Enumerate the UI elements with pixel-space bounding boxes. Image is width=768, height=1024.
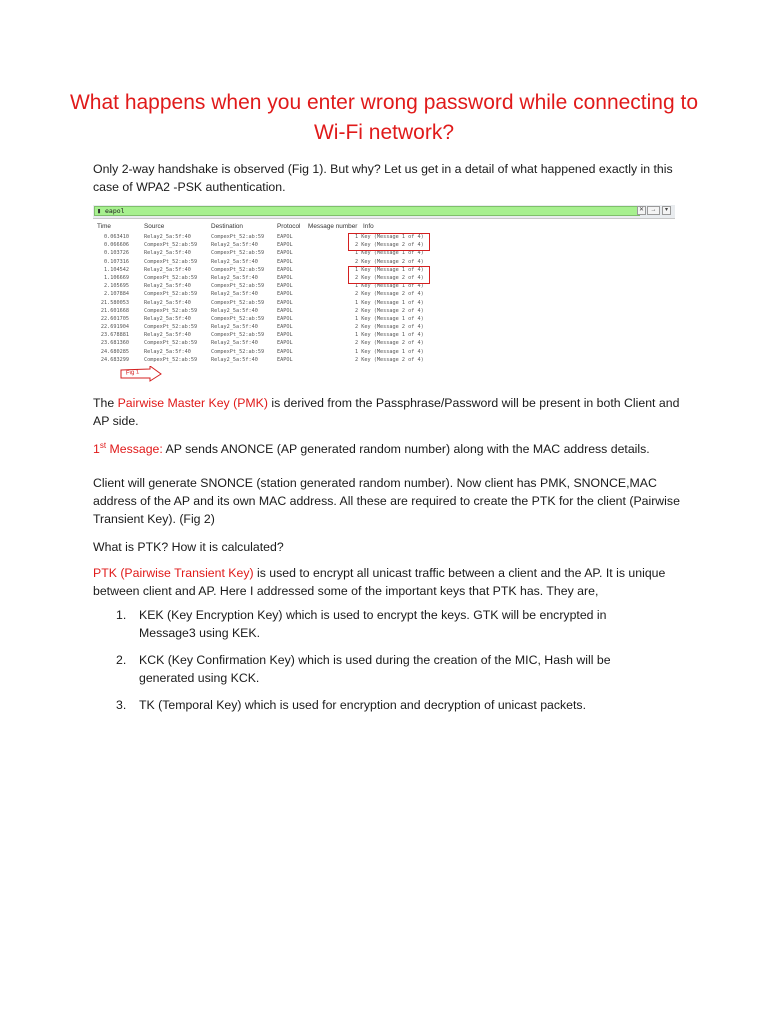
cell-protocol: EAPOL [277, 234, 293, 240]
packet-list-header [93, 222, 675, 231]
cell-destination: CompexPt_52:ab:59 [211, 234, 265, 240]
display-filter-bar [93, 205, 675, 219]
cell-time: 1.104542 [104, 266, 129, 273]
first-message-text: AP sends ANONCE (AP generated random number) along with the MAC address details. [162, 442, 650, 456]
pmk-paragraph [93, 394, 683, 430]
cell-info: 1 Key (Message 1 of 4) [355, 283, 424, 290]
list-number: 3. [116, 698, 127, 712]
cell-protocol: EAPOL [277, 307, 293, 314]
display-filter-input[interactable] [94, 206, 640, 216]
cell-time: 0.066606 [104, 242, 129, 249]
cell-time: 23.681360 [100, 340, 129, 347]
list-item [93, 651, 653, 687]
cell-protocol: EAPOL [277, 283, 293, 290]
cell-info: 2 Key (Message 2 of 4) [355, 274, 424, 281]
cell-source: Relay2_5a:5f:40 [144, 250, 191, 257]
cell-protocol: EAPOL [277, 315, 293, 322]
cell-destination: CompexPt_52:ab:59 [211, 332, 265, 339]
cell-source: Relay2_5a:5f:40 [144, 315, 191, 322]
cell-source: CompexPt_52:ab:59 [144, 242, 198, 249]
cell-source: Relay2_5a:5f:40 [144, 332, 191, 339]
table-row[interactable] [93, 348, 675, 356]
cell-time: 2.105695 [104, 283, 129, 290]
cell-time: 24.683299 [100, 356, 129, 363]
cell-destination: Relay2_5a:5f:40 [211, 274, 258, 281]
key-term: TK (Temporal Key) [139, 698, 242, 712]
cell-time: 0.107316 [104, 258, 129, 265]
client-paragraph: Client will generate SNONCE (station generated random number). Now client has PMK, SNONCE,MAC address of the AP and its own MAC address. All these are required to create the PTK for the client (Pairwise Transient Key). (Fig 2) [93, 476, 680, 526]
cell-destination: Relay2_5a:5f:40 [211, 291, 258, 298]
cell-time: 1.106669 [104, 274, 129, 281]
key-description: which is used during the creation of the MIC, Hash will be generated using KCK. [139, 653, 611, 685]
cell-info: 2 Key (Message 2 of 4) [355, 356, 424, 363]
list-item [93, 606, 653, 642]
ptk-term: PTK (Pairwise Transient Key) [93, 566, 254, 580]
key-list [93, 606, 653, 723]
apply-filter-icon[interactable]: → [647, 206, 660, 215]
cell-time: 0.103726 [104, 250, 129, 257]
key-term: KEK (Key Encryption Key) [139, 608, 283, 622]
cell-destination: Relay2_5a:5f:40 [211, 258, 258, 265]
key-term: KCK (Key Confirmation Key) [139, 653, 295, 667]
intro-paragraph: Only 2-way handshake is observed (Fig 1). But why? Let us get in a detail of what happened exactly in this case of WPA2 -PSK authentication. [93, 162, 673, 194]
cell-source: CompexPt_52:ab:59 [144, 340, 198, 347]
pmk-text: is derived from the Passphrase/Password will be present in both Client and AP side. [93, 396, 680, 428]
cell-source: Relay2_5a:5f:40 [144, 234, 191, 240]
chevron-down-icon[interactable]: ▾ [662, 206, 671, 215]
table-row[interactable] [93, 356, 675, 364]
table-row[interactable] [93, 323, 675, 331]
table-row[interactable] [93, 258, 675, 266]
cell-source: Relay2_5a:5f:40 [144, 348, 191, 355]
cell-time: 21.601668 [100, 307, 129, 314]
key-description: which is used for encryption and decryption of unicast packets. [241, 698, 586, 712]
list-item [93, 696, 653, 714]
cell-source: CompexPt_52:ab:59 [144, 324, 198, 331]
cell-destination: Relay2_5a:5f:40 [211, 242, 258, 249]
cell-info: 1 Key (Message 1 of 4) [355, 299, 424, 306]
cell-source: CompexPt_52:ab:59 [144, 307, 198, 314]
cell-protocol: EAPOL [277, 348, 293, 355]
cell-info: 2 Key (Message 2 of 4) [355, 340, 424, 347]
cell-protocol: EAPOL [277, 324, 293, 331]
cell-source: CompexPt_52:ab:59 [144, 274, 198, 281]
cell-time: 22.601705 [100, 315, 129, 322]
cell-info: 1 Key (Message 1 of 4) [355, 348, 424, 355]
table-row[interactable] [93, 339, 675, 347]
cell-source: CompexPt_52:ab:59 [144, 356, 198, 363]
packet-capture-figure [93, 205, 675, 365]
first-message-number: 1 [93, 442, 100, 456]
cell-source: CompexPt_52:ab:59 [144, 258, 198, 265]
cell-destination: Relay2_5a:5f:40 [211, 356, 258, 363]
cell-destination: Relay2_5a:5f:40 [211, 307, 258, 314]
cell-protocol: EAPOL [277, 266, 293, 273]
cell-destination: CompexPt_52:ab:59 [211, 299, 265, 306]
cell-info: 2 Key (Message 2 of 4) [355, 324, 424, 331]
column-header[interactable]: Time [97, 223, 111, 230]
cell-source: Relay2_5a:5f:40 [144, 299, 191, 306]
cell-protocol: EAPOL [277, 274, 293, 281]
cell-time: 24.680285 [100, 348, 129, 355]
cell-time: 22.691904 [100, 324, 129, 331]
cell-protocol: EAPOL [277, 356, 293, 363]
cell-protocol: EAPOL [277, 340, 293, 347]
first-message-word: Message: [106, 442, 163, 456]
first-message-paragraph [93, 440, 683, 458]
bookmark-icon: ▮ [97, 207, 102, 215]
page-title: What happens when you enter wrong password while connecting to Wi-Fi network? [69, 91, 699, 144]
cell-destination: CompexPt_52:ab:59 [211, 315, 265, 322]
cell-info: 2 Key (Message 2 of 4) [355, 258, 424, 265]
table-row[interactable] [93, 290, 675, 298]
cell-info: 1 Key (Message 1 of 4) [355, 315, 424, 322]
key-description: which is used to encrypt the keys. GTK will be encrypted in Message3 using KEK. [139, 608, 607, 640]
table-row[interactable] [93, 299, 675, 307]
first-message-suffix: st [99, 440, 107, 450]
list-number: 2. [116, 653, 127, 667]
cell-time: 23.678881 [100, 332, 129, 339]
table-row[interactable] [93, 307, 675, 315]
handshake-highlight-box [348, 233, 430, 251]
cell-info: 2 Key (Message 2 of 4) [355, 242, 424, 249]
cell-time: 2.107884 [104, 291, 129, 298]
cell-info: 1 Key (Message 1 of 4) [355, 266, 424, 273]
cell-time: 21.580053 [100, 299, 129, 306]
cell-destination: CompexPt_52:ab:59 [211, 250, 265, 257]
cell-protocol: EAPOL [277, 250, 293, 257]
column-header[interactable]: Source [144, 223, 165, 230]
first-message-label [93, 442, 163, 456]
ptk-heading: What is PTK? How it is calculated? [93, 540, 284, 554]
table-row[interactable] [93, 331, 675, 339]
cell-protocol: EAPOL [277, 299, 293, 306]
cell-time: 0.063410 [104, 234, 129, 240]
cell-protocol: EAPOL [277, 242, 293, 249]
table-row[interactable] [93, 315, 675, 323]
cell-protocol: EAPOL [277, 332, 293, 339]
handshake-highlight-box [348, 266, 430, 284]
pmk-prefix: The [93, 396, 118, 410]
cell-destination: CompexPt_52:ab:59 [211, 266, 265, 273]
column-header[interactable]: Info [363, 223, 374, 230]
clear-filter-icon[interactable]: ✕ [638, 207, 645, 213]
cell-destination: Relay2_5a:5f:40 [211, 340, 258, 347]
cell-info: 1 Key (Message 1 of 4) [355, 234, 424, 240]
cell-source: Relay2_5a:5f:40 [144, 266, 191, 273]
packet-list [93, 233, 675, 364]
ptk-text: is used to encrypt all unicast traffic between a client and the AP. It is unique between client and AP. Here I addressed some of the important keys that PTK has. They are, [93, 566, 666, 598]
cell-source: Relay2_5a:5f:40 [144, 283, 191, 290]
filter-text: eapol [105, 207, 125, 215]
fig-label: Fig 1 [125, 369, 140, 377]
cell-info: 2 Key (Message 2 of 4) [355, 307, 424, 314]
column-header[interactable]: Message number [308, 223, 358, 230]
cell-protocol: EAPOL [277, 258, 293, 265]
cell-info: 1 Key (Message 1 of 4) [355, 332, 424, 339]
pmk-term: Pairwise Master Key (PMK) [117, 396, 268, 410]
cell-protocol: EAPOL [277, 291, 293, 298]
list-number: 1. [116, 608, 127, 622]
cell-info: 1 Key (Message 1 of 4) [355, 250, 424, 257]
column-header[interactable]: Protocol [277, 223, 301, 230]
ptk-paragraph [93, 564, 683, 600]
column-header[interactable]: Destination [211, 223, 243, 230]
cell-destination: Relay2_5a:5f:40 [211, 324, 258, 331]
cell-destination: CompexPt_52:ab:59 [211, 348, 265, 355]
cell-source: CompexPt_52:ab:59 [144, 291, 198, 298]
cell-destination: CompexPt_52:ab:59 [211, 283, 265, 290]
cell-info: 2 Key (Message 2 of 4) [355, 291, 424, 298]
